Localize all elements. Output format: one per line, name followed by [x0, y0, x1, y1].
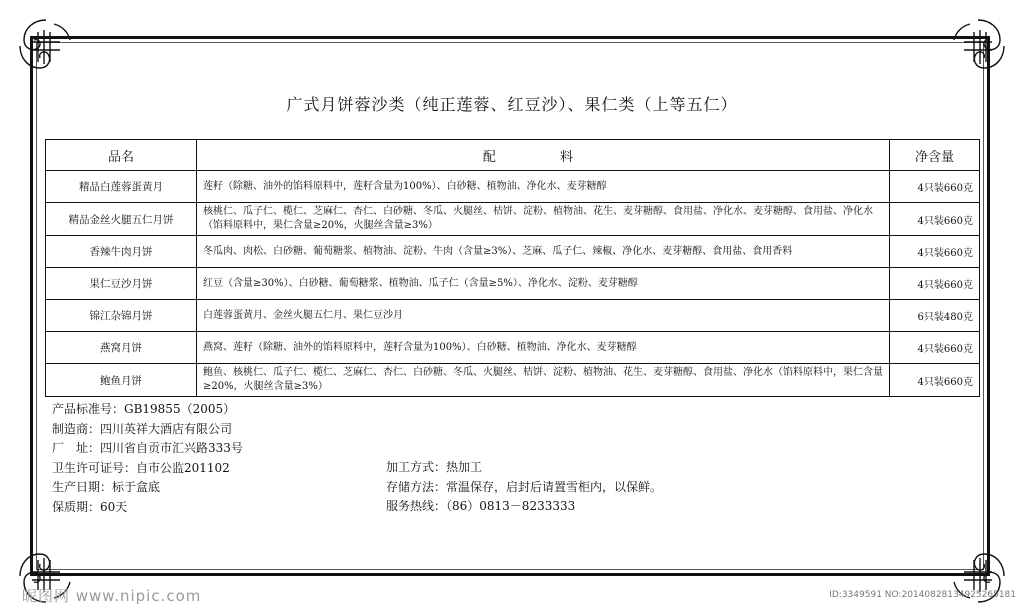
- product-name: 燕窝月饼: [46, 332, 197, 364]
- product-name: 精品金丝火腿五仁月饼: [46, 203, 197, 236]
- product-info-right: [386, 458, 662, 517]
- product-ingredients: 白莲蓉蛋黄月、金丝火腿五仁月、果仁豆沙月: [197, 300, 890, 332]
- table-row: [46, 203, 980, 236]
- ingredients-table: [45, 139, 980, 397]
- storage-method: 存储方法：常温保存，启封后请置雪柜内，以保鲜。: [386, 479, 663, 494]
- production-date: 生产日期：标于盒底: [52, 480, 161, 495]
- table-header-row: [46, 140, 980, 171]
- site-watermark: 昵图网 www.nipic.com: [22, 587, 202, 605]
- image-id-label: ID:3349591 NO:20140828134925265181: [829, 590, 1016, 600]
- processing-method: 加工方式：热加工: [386, 460, 483, 474]
- table-row: [46, 364, 980, 397]
- corner-ornament-top-left: [14, 14, 78, 78]
- product-net-content: 4只装660克: [890, 364, 980, 397]
- product-name: 果仁豆沙月饼: [46, 268, 197, 300]
- product-net-content: 4只装660克: [890, 171, 980, 203]
- standard-number: 产品标准号：GB19855（2005）: [52, 402, 236, 416]
- product-info-left: [52, 400, 243, 518]
- product-name: 锦江杂锦月饼: [46, 300, 197, 332]
- table-row: [46, 300, 980, 332]
- product-name: 精品白莲蓉蛋黄月: [46, 171, 197, 203]
- hygiene-license: 卫生许可证号：自市公监201102: [52, 460, 230, 475]
- product-net-content: 4只装660克: [890, 332, 980, 364]
- table-row: [46, 236, 980, 268]
- product-ingredients: 莲籽（除糖、油外的馅料原料中，莲籽含量为100%）、白砂糖、植物油、净化水、麦芽糖醇: [197, 171, 890, 203]
- header-ingredients: 配 料: [197, 140, 890, 171]
- product-name: 鲍鱼月饼: [46, 364, 197, 397]
- shelf-life: 保质期：60天: [52, 499, 128, 514]
- header-net-content: 净含量: [890, 140, 980, 171]
- manufacturer: 制造商：四川英祥大酒店有限公司: [52, 421, 233, 436]
- product-net-content: 4只装660克: [890, 203, 980, 236]
- table-row: [46, 171, 980, 203]
- product-net-content: 6只装480克: [890, 300, 980, 332]
- service-hotline: 服务热线：（86）0813－8233333: [386, 499, 576, 514]
- product-name: 香辣牛肉月饼: [46, 236, 197, 268]
- corner-ornament-top-right: [946, 14, 1010, 78]
- product-ingredients: 红豆（含量≥30%）、白砂糖、葡萄糖浆、植物油、瓜子仁（含量≥5%）、净化水、淀粉、麦芽糖醇: [197, 268, 890, 300]
- product-ingredients: 核桃仁、瓜子仁、榄仁、芝麻仁、杏仁、白砂糖、冬瓜、火腿丝、桔饼、淀粉、植物油、花生、麦芽糖醇、食用盐、净化水、麦芽糖醇、食用盐、净化水（馅料原料中，果仁含量≥20%，火腿丝含量≥3%）: [197, 203, 890, 236]
- product-ingredients: 鲍鱼、核桃仁、瓜子仁、榄仁、芝麻仁、杏仁、白砂糖、冬瓜、火腿丝、桔饼、淀粉、植物油、花生、麦芽糖醇、食用盐、净化水（馅料原料中，果仁含量≥20%，火腿丝含量≥3%）: [197, 364, 890, 397]
- table-row: [46, 268, 980, 300]
- factory-address: 厂 址：四川省自贡市汇兴路333号: [52, 441, 243, 456]
- document-title: 广式月饼蓉沙类（纯正莲蓉、红豆沙）、果仁类（上等五仁）: [286, 95, 738, 114]
- table-row: [46, 332, 980, 364]
- product-net-content: 4只装660克: [890, 268, 980, 300]
- product-ingredients: 冬瓜肉、肉松、白砂糖、葡萄糖浆、植物油、淀粉、牛肉（含量≥3%）、芝麻、瓜子仁、辣椒、净化水、麦芽糖醇、食用盐、食用香料: [197, 236, 890, 268]
- product-ingredients: 燕窝、莲籽（除糖、油外的馅料原料中，莲籽含量为100%）、白砂糖、植物油、净化水、麦芽糖醇: [197, 332, 890, 364]
- product-net-content: 4只装660克: [890, 236, 980, 268]
- header-name: 品名: [46, 140, 197, 171]
